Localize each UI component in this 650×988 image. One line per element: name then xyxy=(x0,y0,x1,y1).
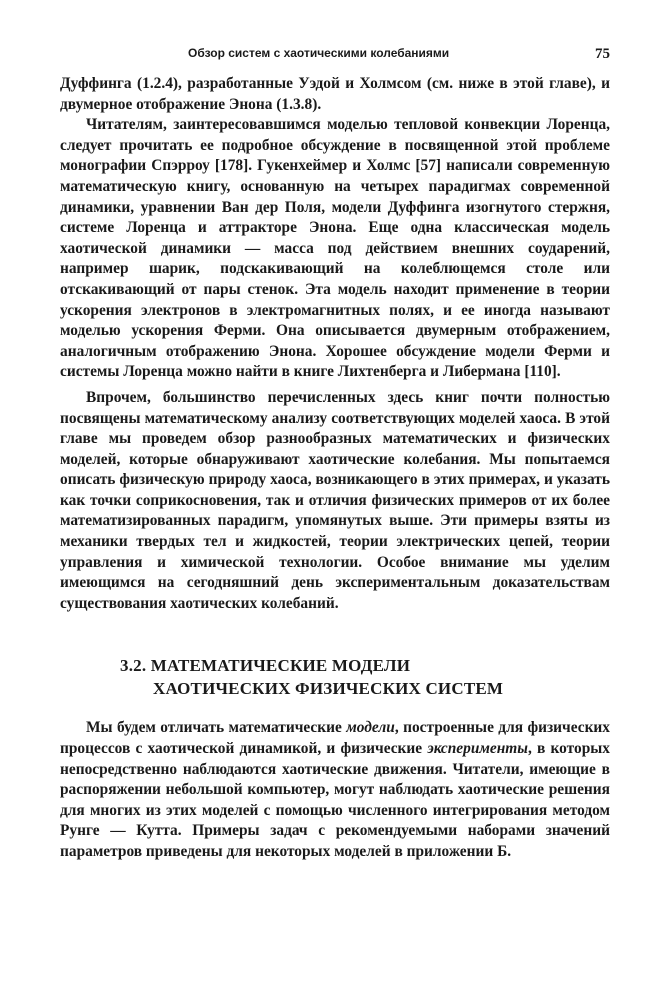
emphasis-models: модели xyxy=(346,719,395,737)
section-heading-line-1: 3.2. МАТЕМАТИЧЕСКИЕ МОДЕЛИ xyxy=(120,656,411,676)
book-page xyxy=(60,38,610,863)
text-segment: , построенные для физических процессов с хаотической динамикой, и физические xyxy=(60,719,610,758)
paragraph-models-vs-experiments xyxy=(60,718,610,862)
text-segment: , в которых непосредственно наблюдаются хаотические движения. Читатели, имеющие в распоряжении небольшой компьютер, могут наблюдать хаотические решения для многих из этих моделей с помощью численного интегрирования методом Рунге — Кутта. Примеры задач с рекомендуемыми наборами значений параметров приведены для некоторых моделей в приложении Б. xyxy=(60,740,610,860)
paragraph-lorenz-models: Читателям, заинтересовавшимся моделью тепловой конвекции Лоренца, следует прочитать ее подробное обсуждение в посвященной этой проблеме монографии Спэрроу [178]. Гукенхеймер и Холмс [57] написали современную математическую книгу, основанную на четырех парадигмах современной динамики, уравнении Ван дер Поля, модели Дуффинга изогнутого стержня, системе Лоренца и аттракторе Энона. Еще одна классическая модель хаотической динамики — масса под действием внешних соударений, например шарик, подскакивающий на колеблющемся столе или отскакивающий от пары стенок. Эта модель находит применение в теории ускорения электронов в электромагнитных полях, и ее иногда называют моделью ускорения Ферми. Она описывается двумерным отображением, аналогичным отображению Энона. Хорошее обсуждение модели Ферми и системы Лоренца можно найти в книге Лихтенберга и Либермана [110]. xyxy=(60,116,610,381)
running-head xyxy=(60,38,610,62)
paragraph-chapter-overview: Впрочем, большинство перечисленных здесь книг почти полностью посвящены математическому анализу соответствующих моделей хаоса. В этой главе мы проведем обзор разнообразных математических и физических моделей, которые обнаруживают хаотические колебания. Мы попытаемся описать физическую природу хаоса, возникающего в этих примерах, и указать как точки соприкосновения, так и отличия физических примеров от их более математизированных парадигм, упомянутых выше. Эти примеры взяты из механики твердых тел и жидкостей, теории электрических цепей, теории управления и химической технологии. Особое внимание мы уделим имеющимся на сегодняшний день экспериментальным доказательствам существования хаотических колебаний. xyxy=(60,388,610,612)
page-number: 75 xyxy=(595,46,610,62)
text-segment: Мы будем отличать математические xyxy=(86,719,347,737)
section-heading xyxy=(60,654,610,700)
paragraph-continuation: Дуффинга (1.2.4), разработанные Уэдой и Холмсом (см. ниже в этой главе), и двумерное отображение Энона (1.3.8). xyxy=(60,75,610,113)
running-title: Обзор систем с хаотическими колебаниями xyxy=(188,46,450,60)
emphasis-experiments: эксперименты xyxy=(427,740,528,758)
section-heading-line-2: ХАОТИЧЕСКИХ ФИЗИЧЕСКИХ СИСТЕМ xyxy=(153,679,504,699)
